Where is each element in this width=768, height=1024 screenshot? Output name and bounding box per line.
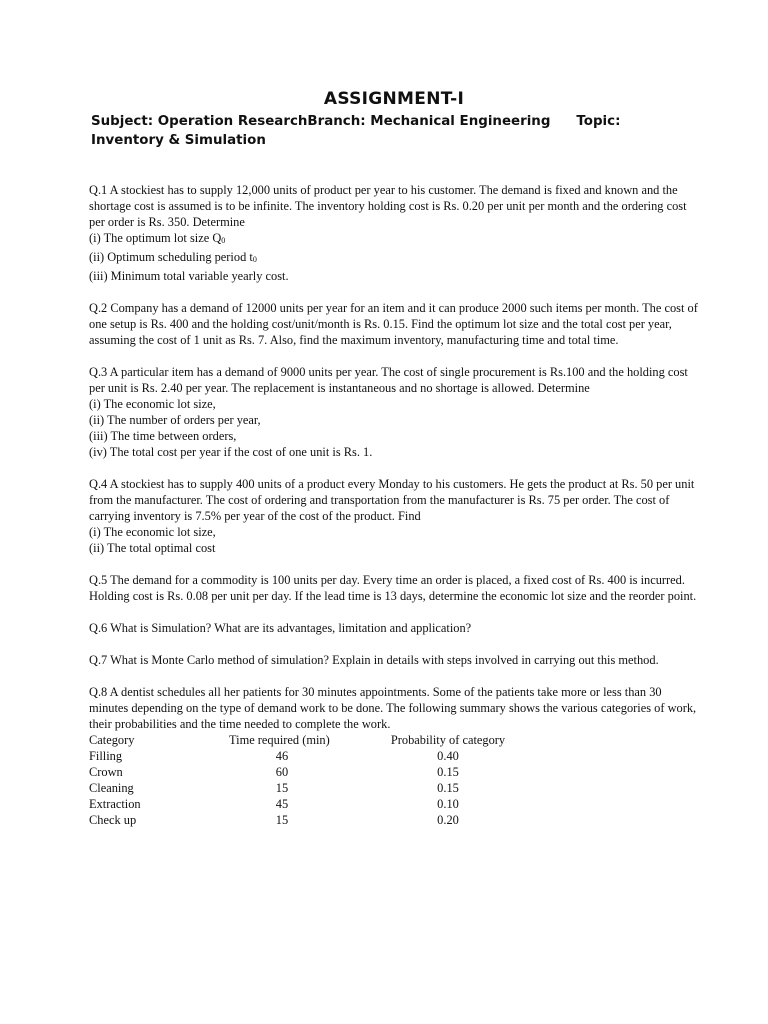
branch-label: Branch: Mechanical Engineering	[307, 114, 551, 129]
question-8	[89, 684, 699, 828]
list-item: (iii) Minimum total variable yearly cost.	[89, 269, 289, 283]
table-cell: Filling	[89, 749, 123, 763]
column-header: Category	[89, 733, 135, 747]
question-4	[89, 476, 699, 556]
list-item: (ii) The number of orders per year,	[89, 413, 261, 427]
question-text: Q.3 A particular item has a demand of 9000 units per year. The cost of single procurement is Rs.100 and the holding cost per unit is Rs. 2.40 per year. The replacement is instantaneous and no shortage is allowed. Determine	[89, 365, 688, 395]
column-header: Time required (min)	[229, 733, 330, 747]
question-2	[89, 300, 699, 348]
table-row	[89, 764, 699, 780]
table-cell: 0.20	[437, 813, 459, 827]
list-item: (ii) Optimum scheduling period $t_0$	[89, 250, 257, 264]
question-3	[89, 364, 699, 460]
table-row	[89, 748, 699, 764]
subscript: 0	[221, 236, 226, 245]
question-text: Q.7 What is Monte Carlo method of simulation? Explain in details with steps involved in carrying out this method.	[89, 653, 659, 667]
question-text: Q.6 What is Simulation? What are its advantages, limitation and application?	[89, 621, 472, 635]
table-cell: Check up	[89, 813, 137, 827]
list-item: (ii) The total optimal cost	[89, 541, 216, 555]
table-header-row	[89, 732, 699, 748]
table-row	[89, 780, 699, 796]
questions-body	[89, 182, 699, 844]
table-cell: Extraction	[89, 797, 141, 811]
table-cell: 0.15	[437, 781, 459, 795]
question-text: Q.8 A dentist schedules all her patients for 30 minutes appointments. Some of the patients take more or less than 30 minutes depending on the type of demand work to be done. The following summary shows the various categories of work, their probabilities and the time needed to complete the work.	[89, 685, 697, 731]
table-cell: 15	[275, 781, 289, 795]
table-cell: 0.15	[437, 765, 459, 779]
list-item: (iii) The time between orders,	[89, 429, 237, 443]
table-row	[89, 796, 699, 812]
work-category-table	[89, 732, 699, 828]
table-cell: 15	[275, 813, 289, 827]
page-title: ASSIGNMENT-I	[323, 89, 465, 109]
table-cell: 0.40	[437, 749, 459, 763]
table-cell: 60	[275, 765, 289, 779]
table-cell: Crown	[89, 765, 123, 779]
question-5	[89, 572, 699, 604]
list-item: (i) The economic lot size,	[89, 397, 216, 411]
question-text: Q.4 A stockiest has to supply 400 units of a product every Monday to his customers. He gets the product at Rs. 50 per unit from the manufacturer. The cost of ordering and transportation from the manufacturer is Rs. 75 per order. The cost of carrying inventory is 7.5% per year of the cost of the product. Find	[89, 477, 695, 523]
table-cell: 0.10	[437, 797, 459, 811]
subject-header	[91, 112, 691, 150]
list-item: (i) The optimum lot size $Q_0$	[89, 231, 226, 245]
subject-label: Subject: Operation Research	[91, 114, 308, 129]
column-header: Probability of category	[390, 733, 506, 747]
question-7	[89, 652, 699, 668]
question-text: Q.5 The demand for a commodity is 100 units per day. Every time an order is placed, a fixed cost of Rs. 400 is incurred. Holding cost is Rs. 0.08 per unit per day. If the lead time is 13 days, determine the economic lot size and the reorder point.	[89, 573, 697, 603]
question-6	[89, 620, 699, 636]
table-cell: 45	[275, 797, 289, 811]
list-item: (i) The economic lot size,	[89, 525, 216, 539]
subscript: 0	[252, 255, 257, 264]
topic-value: Inventory & Simulation	[91, 133, 266, 148]
list-item: (iv) The total cost per year if the cost of one unit is Rs. 1.	[89, 445, 373, 459]
topic-label: Topic:	[576, 114, 621, 129]
question-text: Q.2 Company has a demand of 12000 units per year for an item and it can produce 2000 such items per month. The cost of one setup is Rs. 400 and the holding cost/unit/month is Rs. 0.15. Find the optimum lot size and the total cost per year, assuming the cost of 1 unit as Rs. 7. Also, find the maximum inventory, manufacturing time and total time.	[89, 301, 698, 347]
table-cell: 46	[275, 749, 289, 763]
question-1	[89, 182, 699, 284]
table-cell: Cleaning	[89, 781, 134, 795]
question-text: Q.1 A stockiest has to supply 12,000 units of product per year to his customer. The demand is fixed and known and the shortage cost is assumed is to be infinite. The inventory holding cost is Rs. 0.20 per unit per month and the ordering cost per order is Rs. 350. Determine	[89, 183, 687, 229]
table-row	[89, 812, 699, 828]
